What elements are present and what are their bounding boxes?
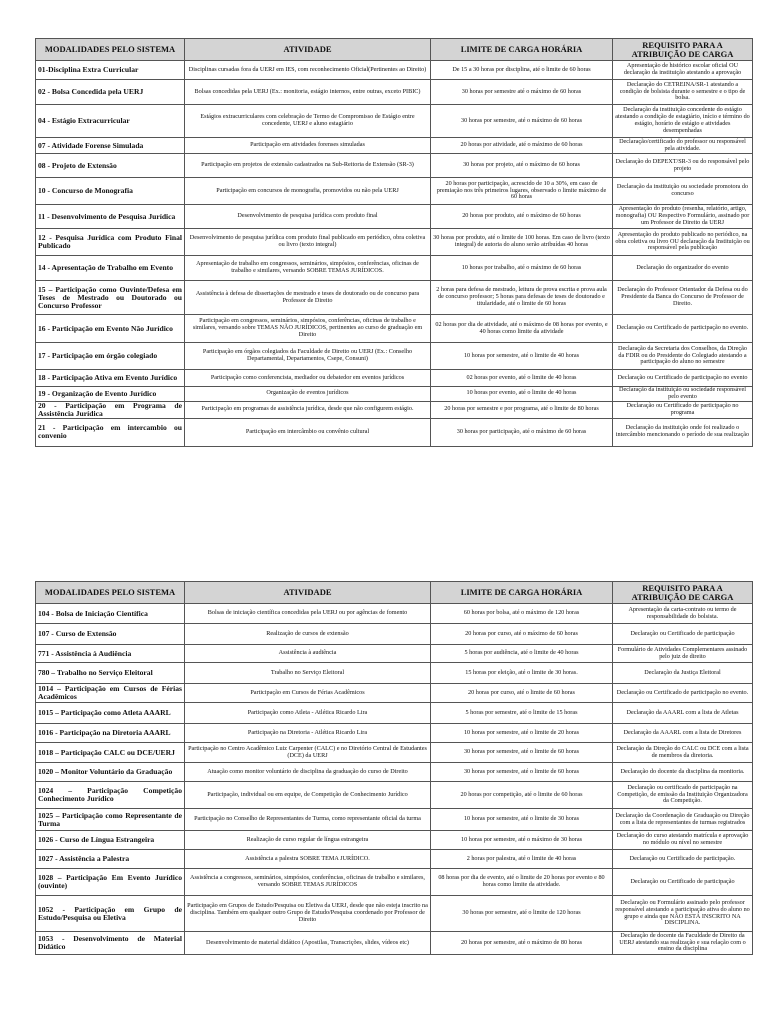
modalidade-cell: 20 - Participação em Programa de Assistência Jurídica [36,401,185,418]
modalidade-cell: 1024 – Participação Competição Conhecimento Jurídico [36,782,185,809]
table-row [36,205,753,229]
atividade-cell: Participação como Atleta - Atlética Ricardo Lira [185,703,431,724]
atividade-cell: Participação no Centro Acadêmico Luiz Carpenter (CALC) e no Diretório Central de Estudantes (DCE) da UERJ [185,743,431,763]
atividade-cell: Assistência a palestra SOBRE TEMA JURÍDICO. [185,850,431,869]
modalidade-cell: 1015 – Participação como Atleta AAARL [36,703,185,724]
requisito-cell: Declaração da Coordenação de Graduação ou Direção com a lista de representantes de turmas registrados [613,809,753,831]
atividade-cell: Atuação como monitor voluntário de disciplina da graduação do curso de Direito [185,763,431,782]
table-row [36,624,753,645]
header-requisito: REQUISITO PARA A ATRIBUIÇÃO DE CARGA [613,582,753,604]
table-row [36,229,753,256]
requisito-cell: Declaração do CETREINA/SR-1 atestando a condição de bolsista durante o semestre e o tipo de bolsa. [613,80,753,105]
table-header-row [36,582,753,604]
limite-cell: 20 horas por curso, até o máximo de 60 horas [431,624,613,645]
requisito-cell: Apresentação do produto publicado no periódico, na obra coletiva ou livro OU declaração da Instituição ou responsável pela publicação [613,229,753,256]
table-row [36,724,753,743]
table-row [36,401,753,418]
modalidade-cell: 21 - Participação em intercambio ou convenio [36,418,185,446]
requisito-cell: Declaração ou Certificado de participação no evento. [613,315,753,343]
atividade-cell: Desenvolvimento de material didático (Apostilas, Transcrições, slides, vídeos etc) [185,932,431,955]
table-row [36,178,753,205]
table-row [36,80,753,105]
limite-cell: 30 horas por semestre, até o máximo de 60 horas [431,105,613,138]
modalidade-cell: 16 - Participação em Evento Não Jurídico [36,315,185,343]
limite-cell: 20 horas por semestre e por programa, até o limite de 80 horas [431,401,613,418]
modalidade-cell: 104 - Bolsa de Iniciação Científica [36,604,185,624]
requisito-cell: Declaração ou certificado de participação na Competição, de emissão da Instituição Organizadora da Competição. [613,782,753,809]
table-row [36,645,753,663]
header-limite: LIMITE DE CARGA HORÁRIA [431,582,613,604]
modalidade-cell: 780 – Trabalho no Serviço Eleitoral [36,663,185,684]
atividade-cell: Bolsas de iniciação científica concedidas pela UERJ ou por agências de fomento [185,604,431,624]
modalidade-cell: 1025 – Participação como Representante de Turma [36,809,185,831]
atividade-cell: Participação em congressos, seminários, simpósios, conferências, oficinas de trabalho e similares, versando sobre TEMAS NÃO JURÍDICOS, pertinentes ao curso de graduação em Direito [185,315,431,343]
atividade-cell: Participação, individual ou em equipe, de Competição de Conhecimento Jurídico [185,782,431,809]
atividade-cell: Participação no Conselho de Representantes de Turma, como representante oficial da turma [185,809,431,831]
limite-cell: 10 horas por semestre, até o máximo de 30 horas [431,831,613,850]
requisito-cell: Apresentação de histórico escolar oficial OU declaração da instituição atestando a aprovação [613,61,753,80]
atividade-cell: Apresentação de trabalho em congressos, seminários, simpósios, conferências, oficinas de trabalho e similares, versando SOBRE TEMAS JURÍDICOS. [185,256,431,281]
table-body [36,604,753,955]
limite-cell: 2 horas por palestra, até o limite de 40 horas [431,850,613,869]
table-row [36,61,753,80]
modalidade-cell: 18 - Participação Ativa em Evento Jurídico [36,370,185,387]
requisito-cell: Declaração ou Formulário assinado pelo professor responsável atestando a participação ativa do aluno no grupo e ainda que NÃO ESTÁ INSCRITO NA DISCIPLINA. [613,896,753,932]
table-row [36,809,753,831]
requisito-cell: Declaração/certificado do professor ou responsável pela atividade. [613,138,753,154]
limite-cell: 5 horas por semestre, até o limite de 15 horas [431,703,613,724]
table-row [36,387,753,402]
requisito-cell: Declaração da AAARL com a lista de Atletas [613,703,753,724]
atividade-cell: Participação em Cursos de Férias Acadêmicos [185,684,431,703]
atividade-cell: Participação em projetos de extensão cadastrados na Sub-Reitoria de Extensão (SR-3) [185,154,431,178]
limite-cell: 10 horas por evento, até o limite de 40 horas [431,387,613,402]
modalidade-cell: 10 - Concurso de Monografia [36,178,185,205]
atividade-cell: Estágios extracurriculares com celebração de Termo de Compromisso de Estágio entre concedente, UERJ e aluno estagiário [185,105,431,138]
requisito-cell: Declaração da Secretaria dos Conselhos, da Direção da FDIR ou do Presidente do Colegiado atestando a participação do aluno no semestre [613,343,753,370]
requisito-cell: Declaração da instituição ou sociedade responsável pelo evento [613,387,753,402]
table-row [36,154,753,178]
activities-table-1 [35,38,753,447]
atividade-cell: Assistência a congressos, seminários, simpósios, conferências, oficinas de trabalho e similares, versando SOBRE TEMAS JURÍDICOS [185,869,431,896]
atividade-cell: Participação em Grupos de Estudo/Pesquisa ou Eletiva da UERJ, desde que não esteja inscrito na disciplina. Também em qualquer outro Grupo de Estudo/Pesquisa coordenado por Professor de Direito [185,896,431,932]
limite-cell: 30 horas por semestre, até o limite de 60 horas [431,743,613,763]
table-row [36,343,753,370]
table-row [36,850,753,869]
limite-cell: 20 horas por semestre, até o máximo de 80 horas [431,932,613,955]
modalidade-cell: 1016 - Participação na Diretoria AAARL [36,724,185,743]
table-row [36,604,753,624]
atividade-cell: Organização de eventos jurídicos [185,387,431,402]
limite-cell: 60 horas por bolsa, até o máximo de 120 horas [431,604,613,624]
requisito-cell: Declaração do organizador do evento [613,256,753,281]
table-row [36,684,753,703]
table-row [36,743,753,763]
atividade-cell: Desenvolvimento de pesquisa jurídica com produto final [185,205,431,229]
requisito-cell: Declaração da Justiça Eleitoral [613,663,753,684]
table-row [36,932,753,955]
atividade-cell: Participação na Diretoria - Atlética Ricardo Lira [185,724,431,743]
limite-cell: 5 horas por audiência, até o limite de 40 horas [431,645,613,663]
modalidade-cell: 17 - Participação em órgão colegiado [36,343,185,370]
modalidade-cell: 02 - Bolsa Concedida pela UERJ [36,80,185,105]
requisito-cell: Declaração ou Certificado de participação. [613,850,753,869]
limite-cell: 15 horas por eleição, até o limite de 30 horas. [431,663,613,684]
modalidade-cell: 14 - Apresentação de Trabalho em Evento [36,256,185,281]
atividade-cell: Participação em intercâmbio ou convênio cultural [185,418,431,446]
requisito-cell: Declaração de docente da Faculdade de Direito da UERJ atestando sua realização e sua relação com o ensino da disciplina [613,932,753,955]
atividade-cell: Assistência à defesa de dissertações de mestrado e teses de doutorado ou de concurso para Professor de Direito [185,281,431,315]
table-body [36,61,753,447]
requisito-cell: Declaração da instituição ou sociedade promotora do concurso [613,178,753,205]
table-row [36,256,753,281]
atividade-cell: Realização de cursos de extensão [185,624,431,645]
requisito-cell: Declaração ou Certificado de participação no evento. [613,684,753,703]
limite-cell: 30 horas por participação, até o máximo de 60 horas [431,418,613,446]
limite-cell: 20 horas por participação, acrescido de 10 a 30%, em caso de premiação nos três primeiros lugares, observado o limite máximo de 60 horas [431,178,613,205]
modalidade-cell: 08 - Projeto de Extensão [36,154,185,178]
limite-cell: 30 horas por semestre até o máximo de 60 horas [431,80,613,105]
requisito-cell: Declaração da Direção do CALC ou DCE com a lista de membros da diretoria. [613,743,753,763]
limite-cell: 30 horas por semestre, até o limite de 60 horas [431,763,613,782]
limite-cell: 02 horas por dia de atividade, até o máximo de 08 horas por evento, e 40 horas como limite da atividade [431,315,613,343]
table-row [36,896,753,932]
atividade-cell: Realização de curso regular de língua estrangeira [185,831,431,850]
modalidade-cell: 771 - Assistência à Audiência [36,645,185,663]
header-atividade: ATIVIDADE [185,582,431,604]
table-row [36,418,753,446]
atividade-cell: Participação em órgãos colegiados da Faculdade de Direito ou UERJ (Ex.: Conselho Departamental, Departamentos, Csepe, Consuni) [185,343,431,370]
modalidade-cell: 12 - Pesquisa Jurídica com Produto Final Publicado [36,229,185,256]
requisito-cell: Declaração ou Certificado de participação [613,624,753,645]
limite-cell: 10 horas por semestre, até o limite de 20 horas [431,724,613,743]
requisito-cell: Apresentação do produto (resenha, relatório, artigo, monografia) OU Respectivo Formulário, assinado por um Professor de Direito da UERJ [613,205,753,229]
modalidade-cell: 1018 – Participação CALC ou DCE/UERJ [36,743,185,763]
limite-cell: 20 horas por produto, até o máximo de 60 horas [431,205,613,229]
limite-cell: 20 horas por atividade, até o máximo de 60 horas [431,138,613,154]
table-row [36,281,753,315]
limite-cell: 10 horas por trabalho, até o máximo de 60 horas [431,256,613,281]
limite-cell: 10 horas por semestre, até o limite de 30 horas [431,809,613,831]
limite-cell: 08 horas por dia de evento, até o limite de 20 horas por evento e 80 horas como limite da atividade. [431,869,613,896]
modalidade-cell: 1053 - Desenvolvimento de Material Didático [36,932,185,955]
header-modalidades: MODALIDADES PELO SISTEMA [36,39,185,61]
limite-cell: 2 horas para defesa de mestrado, leitura de prova escrita e prova aula de concurso professor; 5 horas para defesas de teses de doutorado e titularidade, até o limite de 60 horas [431,281,613,315]
atividade-cell: Participação como conferencista, mediador ou debatedor em eventos jurídicos [185,370,431,387]
table-row [36,315,753,343]
requisito-cell: Declaração ou Certificado de participação no evento [613,370,753,387]
requisito-cell: Declaração da instituição concedente do estágio atestando a condição de estagiário, início e término do estágio, horário de estágio e atividades desempenhadas [613,105,753,138]
table-row [36,831,753,850]
modalidade-cell: 1052 - Participação em Grupo de Estudo/Pesquisa ou Eletiva [36,896,185,932]
table-row [36,105,753,138]
atividade-cell: Participação em programas de assistência jurídica, desde que não configurem estágio. [185,401,431,418]
modalidade-cell: 1020 – Monitor Voluntário da Graduação [36,763,185,782]
requisito-cell: Declaração do docente da disciplina da monitoria. [613,763,753,782]
table-row [36,763,753,782]
modalidade-cell: 1028 – Participação Em Evento Jurídico (ouvinte) [36,869,185,896]
modalidade-cell: 1014 – Participação em Cursos de Férias Acadêmicos [36,684,185,703]
atividade-cell: Desenvolvimento de pesquisa jurídica com produto final publicado em periódico, obra coletiva ou livro (texto integral) [185,229,431,256]
atividade-cell: Bolsas concedidas pela UERJ (Ex.: monitoria, estágio internos, entre outras, exceto PIBIC) [185,80,431,105]
requisito-cell: Apresentação da carta-contrato ou termo de responsabilidade do bolsista. [613,604,753,624]
limite-cell: 20 horas por competição, até o limite de 60 horas [431,782,613,809]
modalidade-cell: 15 – Participação como Ouvinte/Defesa em Teses de Mestrado ou Doutorado ou Concurso Professor [36,281,185,315]
atividade-cell: Trabalho no Serviço Eleitoral [185,663,431,684]
requisito-cell: Declaração do curso atestando matrícula e aprovação no módulo ou nível no semestre [613,831,753,850]
modalidade-cell: 07 - Atividade Forense Simulada [36,138,185,154]
requisito-cell: Formulário de Atividades Complementares assinado pelo juiz de direito [613,645,753,663]
atividade-cell: Disciplinas cursadas fora da UERJ em IES, com reconhecimento Oficial(Pertinentes ao Direito) [185,61,431,80]
header-modalidades: MODALIDADES PELO SISTEMA [36,582,185,604]
requisito-cell: Declaração ou Certificado de participação no programa [613,401,753,418]
requisito-cell: Declaração do Professor Orientador da Defesa ou do Presidente da Banca do Concurso de Professor de Direito. [613,281,753,315]
limite-cell: 02 horas por evento, até o limite de 40 horas [431,370,613,387]
header-requisito: REQUISITO PARA A ATRIBUIÇÃO DE CARGA [613,39,753,61]
limite-cell: 30 horas por projeto, até o máximo de 60 horas [431,154,613,178]
limite-cell: De 15 a 30 horas por disciplina, até o limite de 60 horas [431,61,613,80]
requisito-cell: Declaração ou Certificado de participação [613,869,753,896]
table-header-row [36,39,753,61]
header-limite: LIMITE DE CARGA HORÁRIA [431,39,613,61]
limite-cell: 30 horas por semestre, até o limite de 120 horas [431,896,613,932]
modalidade-cell: 1027 - Assistência a Palestra [36,850,185,869]
activities-table-2 [35,581,753,955]
table-row [36,869,753,896]
modalidade-cell: 11 - Desenvolvimento de Pesquisa Jurídica [36,205,185,229]
limite-cell: 20 horas por curso, até o limite de 60 horas [431,684,613,703]
table-row [36,663,753,684]
atividade-cell: Participação em concursos de monografia, promovidos ou não pela UERJ [185,178,431,205]
modalidade-cell: 04 - Estágio Extracurricular [36,105,185,138]
atividade-cell: Assistência à audiência [185,645,431,663]
limite-cell: 30 horas por produto, até o limite de 100 horas. Em caso de livro (texto integral) de autoria do aluno serão atribuídas 40 horas [431,229,613,256]
limite-cell: 10 horas por semestre, até o limite de 40 horas [431,343,613,370]
table-row [36,370,753,387]
table-row [36,703,753,724]
modalidade-cell: 19 - Organização de Evento Jurídico [36,387,185,402]
requisito-cell: Declaração da instituição onde foi realizado o intercâmbio mencionando o período de sua realização [613,418,753,446]
modalidade-cell: 01-Disciplina Extra Curricular [36,61,185,80]
modalidade-cell: 107 - Curso de Extensão [36,624,185,645]
modalidade-cell: 1026 - Curso de Língua Estrangeira [36,831,185,850]
table-row [36,138,753,154]
requisito-cell: Declaração da AAARL com a lista de Diretores [613,724,753,743]
atividade-cell: Participação em atividades forenses simuladas [185,138,431,154]
header-atividade: ATIVIDADE [185,39,431,61]
table-row [36,782,753,809]
requisito-cell: Declaração do DEPEXT/SR-3 ou do responsável pelo projeto [613,154,753,178]
